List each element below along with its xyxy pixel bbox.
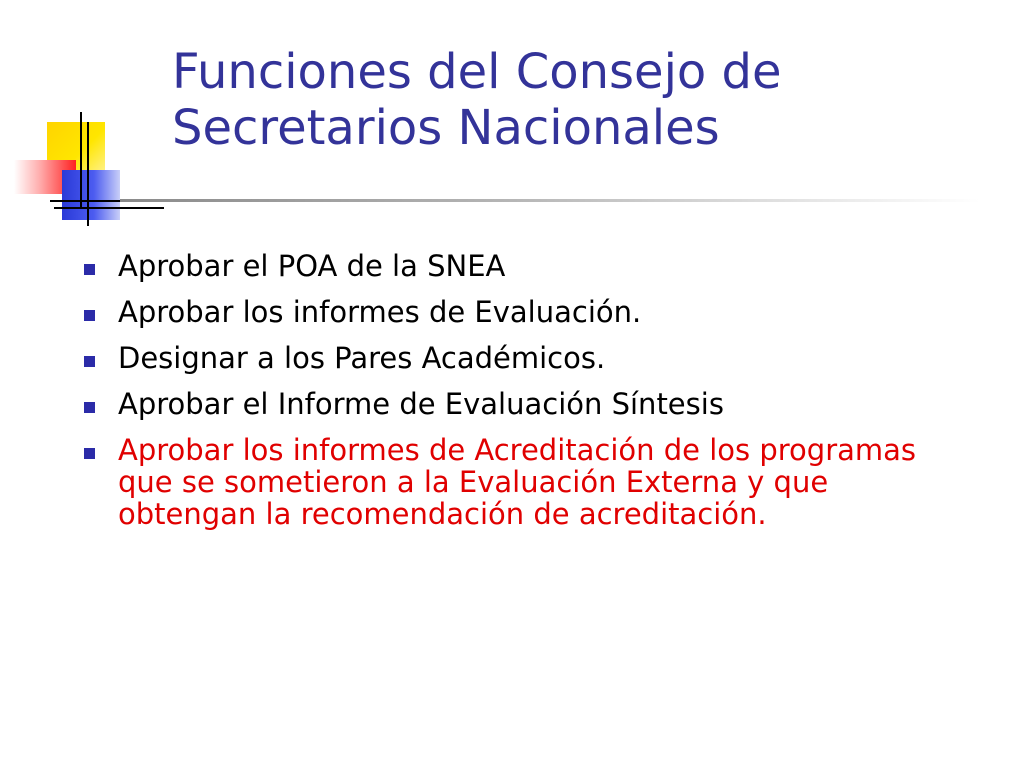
bullet-text-2: Aprobar los informes de Evaluación. bbox=[118, 295, 642, 329]
blue-square-shape bbox=[62, 170, 120, 220]
vertical-line bbox=[80, 112, 82, 208]
colored-squares-crosshair-icon bbox=[0, 0, 200, 240]
title-underline-rule bbox=[120, 199, 980, 202]
bullet-item-3 bbox=[84, 342, 944, 374]
bullet-text-4: Aprobar el Informe de Evaluación Síntesis bbox=[118, 387, 724, 421]
square-bullet-icon bbox=[84, 448, 95, 459]
vertical-line bbox=[87, 122, 89, 226]
slide-title-line-1: Funciones del Consejo de bbox=[172, 44, 782, 100]
bullet-list bbox=[84, 250, 944, 544]
bullet-text-1: Aprobar el POA de la SNEA bbox=[118, 249, 506, 283]
square-bullet-icon bbox=[84, 356, 95, 367]
slide-title-line-2: Secretarios Nacionales bbox=[172, 100, 720, 156]
bullet-text-5: Aprobar los informes de Acreditación de los programas que se sometieron a la Evaluación Externa y que obtengan la recomendación de acreditación. bbox=[118, 433, 917, 531]
square-bullet-icon bbox=[84, 402, 95, 413]
bullet-item-5 bbox=[84, 434, 944, 530]
horizontal-line bbox=[54, 207, 164, 209]
bullet-text-3: Designar a los Pares Académicos. bbox=[118, 341, 606, 375]
slide-title bbox=[172, 44, 972, 156]
square-bullet-icon bbox=[84, 310, 95, 321]
bullet-item-1 bbox=[84, 250, 944, 282]
bullet-item-4 bbox=[84, 388, 944, 420]
square-bullet-icon bbox=[84, 264, 95, 275]
bullet-item-2 bbox=[84, 296, 944, 328]
